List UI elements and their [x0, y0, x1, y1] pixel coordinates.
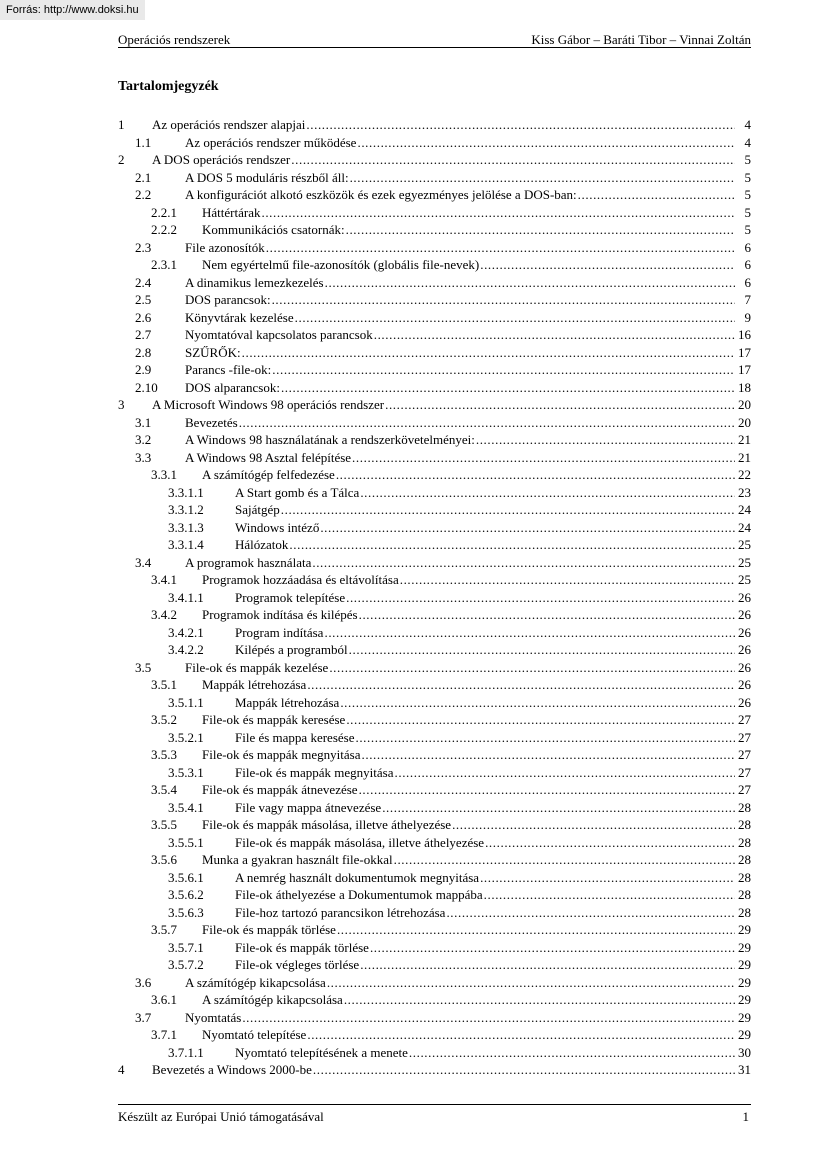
- toc-leader-dots: [340, 694, 735, 712]
- toc-leader-dots: [476, 431, 735, 449]
- toc-leader-dots: [281, 501, 735, 519]
- toc-entry-number: 3.5.5.1: [168, 834, 204, 850]
- toc-entry-title: File azonosítók: [185, 239, 265, 255]
- toc-entry[interactable]: [118, 746, 751, 764]
- toc-entry-number: 1: [118, 117, 125, 132]
- toc-entry[interactable]: [118, 256, 751, 274]
- toc-entry-page: 24: [738, 502, 751, 517]
- toc-entry[interactable]: [118, 239, 751, 257]
- toc-entry-page: 26: [738, 642, 751, 657]
- toc-entry-title: Parancs -file-ok:: [185, 362, 272, 377]
- toc-leader-dots: [337, 921, 735, 939]
- toc-entry-page: 7: [744, 292, 751, 307]
- toc-leader-dots: [485, 834, 735, 852]
- toc-entry[interactable]: [118, 869, 751, 887]
- toc-entry-page: 22: [738, 467, 751, 482]
- toc-entry-page: 20: [738, 397, 751, 412]
- toc-entry[interactable]: [118, 729, 751, 747]
- toc-entry-page: 5: [744, 187, 751, 202]
- toc-leader-dots: [480, 256, 735, 274]
- toc-entry-number: 3.4.2: [151, 607, 177, 622]
- toc-entry-title: File-ok és mappák átnevezése: [202, 782, 358, 797]
- toc-leader-dots: [346, 589, 735, 607]
- toc-entry[interactable]: [118, 606, 751, 624]
- toc-entry[interactable]: [118, 641, 751, 659]
- toc-entry-title: Programok indítása és kilépés: [202, 607, 358, 622]
- footer-note: Készült az Európai Unió támogatásával: [118, 1109, 324, 1124]
- toc-entry-title: Bevezetés: [185, 414, 238, 430]
- toc-leader-dots: [374, 326, 735, 344]
- toc-entry-title: Az operációs rendszer működése: [185, 134, 357, 150]
- toc-entry-page: 28: [738, 834, 751, 850]
- toc-entry-number: 4: [118, 1062, 125, 1077]
- toc-entry-number: 3.5.7: [151, 922, 177, 937]
- toc-entry[interactable]: [118, 186, 751, 204]
- toc-leader-dots: [349, 641, 735, 659]
- toc-entry-page: 4: [744, 117, 751, 132]
- toc-entry[interactable]: [118, 904, 751, 922]
- toc-entry[interactable]: [118, 694, 751, 712]
- toc-entry-number: 3.3: [135, 449, 152, 465]
- toc-leader-dots: [452, 816, 735, 834]
- toc-entry-title: File-ok és mappák törlése: [235, 939, 369, 955]
- toc-entry-number: 3.5.6.1: [168, 869, 204, 885]
- toc-entry-page: 20: [738, 414, 751, 430]
- toc-entry-page: 26: [738, 607, 751, 622]
- toc-entry-title: Munka a gyakran használt file-okkal: [202, 852, 393, 867]
- toc-entry-page: 23: [738, 484, 751, 500]
- toc-entry-number: 3.7: [135, 1009, 152, 1025]
- toc-entry-title: File-ok áthelyezése a Dokumentumok mappába: [235, 887, 483, 902]
- toc-entry[interactable]: [118, 414, 751, 432]
- toc-entry-page: 29: [738, 939, 751, 955]
- toc-leader-dots: [261, 204, 735, 222]
- toc-entry-number: 3.3.1.3: [168, 519, 204, 535]
- toc-leader-dots: [307, 676, 735, 694]
- toc-leader-dots: [281, 379, 735, 397]
- toc-leader-dots: [480, 869, 735, 887]
- toc-entry[interactable]: [118, 1044, 751, 1062]
- toc-entry-page: 27: [738, 764, 751, 780]
- toc-leader-dots: [306, 116, 735, 134]
- toc-leader-dots: [395, 764, 736, 782]
- toc-entry-number: 3.3.1: [151, 467, 177, 482]
- toc-entry[interactable]: [118, 1061, 751, 1079]
- toc-entry-number: 2.2: [135, 187, 152, 202]
- toc-entry[interactable]: [118, 676, 751, 694]
- toc-entry-page: 18: [738, 379, 751, 395]
- toc-entry-number: 3.5.6: [151, 852, 177, 867]
- toc-leader-dots: [289, 536, 735, 554]
- toc-entry[interactable]: [118, 291, 751, 309]
- toc-entry[interactable]: [118, 169, 751, 187]
- toc-entry-title: File-ok és mappák másolása, illetve áthelyezése: [235, 834, 485, 850]
- toc-entry-page: 28: [738, 799, 751, 815]
- toc-leader-dots: [266, 239, 735, 257]
- toc-entry-number: 3.5.1.1: [168, 694, 204, 710]
- toc-entry-page: 28: [738, 887, 751, 902]
- toc-entry-title: A Windows 98 használatának a rendszerkövetelményei:: [185, 432, 475, 447]
- toc-entry-number: 3.5.2.1: [168, 729, 204, 745]
- toc-entry-title: A Microsoft Windows 98 operációs rendszer: [152, 397, 385, 412]
- toc-entry-number: 3.5.3: [151, 747, 177, 762]
- toc-entry-title: Mappák létrehozása: [202, 677, 307, 692]
- toc-leader-dots: [446, 904, 735, 922]
- toc-entry-page: 29: [738, 974, 751, 990]
- toc-entry-number: 2: [118, 152, 125, 167]
- toc-leader-dots: [242, 1009, 735, 1027]
- toc-entry-page: 28: [738, 904, 751, 920]
- toc-entry-number: 2.10: [135, 379, 158, 395]
- toc-leader-dots: [313, 1061, 735, 1079]
- toc-entry[interactable]: [118, 624, 751, 642]
- toc-entry[interactable]: [118, 1026, 751, 1044]
- toc-entry-page: 25: [738, 572, 751, 587]
- toc-leader-dots: [400, 571, 735, 589]
- toc-entry[interactable]: [118, 886, 751, 904]
- toc-entry-number: 2.7: [135, 327, 152, 342]
- toc-leader-dots: [346, 711, 735, 729]
- toc-entry-page: 5: [744, 204, 751, 220]
- toc-entry-page: 27: [738, 782, 751, 797]
- toc-entry[interactable]: [118, 484, 751, 502]
- toc-entry[interactable]: [118, 326, 751, 344]
- toc-leader-dots: [409, 1044, 735, 1062]
- toc-entry-number: 3.2: [135, 432, 152, 447]
- toc-entry-page: 4: [744, 134, 751, 150]
- toc-entry-title: Nyomtatás: [185, 1009, 242, 1025]
- toc-entry-page: 6: [744, 257, 751, 272]
- toc-entry-number: 3.3.1.1: [168, 484, 204, 500]
- toc-entry-number: 3.4.2.1: [168, 624, 204, 640]
- toc-entry-number: 3.5.1: [151, 677, 177, 692]
- toc-entry-page: 26: [738, 694, 751, 710]
- toc-entry-title: A számítógép kikapcsolása: [202, 992, 343, 1007]
- toc-entry-title: File-ok és mappák megnyitása: [235, 764, 394, 780]
- toc-entry-page: 30: [738, 1044, 751, 1060]
- toc-entry-number: 3.3.1.4: [168, 537, 204, 552]
- toc-leader-dots: [295, 309, 735, 327]
- toc-entry-title: File-ok és mappák keresése: [202, 712, 346, 727]
- toc-entry-page: 28: [738, 817, 751, 832]
- toc-entry[interactable]: [118, 151, 751, 169]
- toc-entry[interactable]: [118, 519, 751, 537]
- toc-entry-title: A számítógép kikapcsolása: [185, 974, 326, 990]
- toc-entry-number: 3.7.1.1: [168, 1044, 204, 1060]
- toc-entry-title: File-hoz tartozó parancsikon létrehozása: [235, 904, 446, 920]
- toc-entry-title: A programok használata: [185, 554, 312, 570]
- toc-leader-dots: [307, 1026, 735, 1044]
- toc-leader-dots: [360, 956, 735, 974]
- toc-entry-number: 2.1: [135, 169, 152, 185]
- toc-entry-number: 3.5.4.1: [168, 799, 204, 815]
- toc-leader-dots: [336, 466, 735, 484]
- toc-entry-page: 27: [738, 747, 751, 762]
- toc-entry-title: Bevezetés a Windows 2000-be: [152, 1062, 312, 1077]
- toc-entry-title: Program indítása: [235, 624, 324, 640]
- toc-entry-number: 3.5.3.1: [168, 764, 204, 780]
- toc-entry-title: File és mappa keresése: [235, 729, 355, 745]
- toc-entry-title: File-ok és mappák kezelése: [185, 659, 329, 675]
- toc-entry-number: 3.5.7.2: [168, 957, 204, 972]
- toc-entry[interactable]: [118, 554, 751, 572]
- toc-entry-title: File vagy mappa átnevezése: [235, 799, 382, 815]
- toc-entry-title: A konfigurációt alkotó eszközök és ezek egyezményes jelölése a DOS-ban:: [185, 187, 577, 202]
- toc-leader-dots: [355, 729, 735, 747]
- toc-entry-page: 25: [738, 537, 751, 552]
- toc-leader-dots: [484, 886, 735, 904]
- toc-entry-number: 2.6: [135, 309, 152, 325]
- toc-entry-title: Nem egyértelmű file-azonosítók (globális file-nevek): [202, 257, 480, 272]
- toc-entry-number: 3.5.5: [151, 817, 177, 832]
- toc-entry[interactable]: [118, 449, 751, 467]
- toc-entry-page: 27: [738, 729, 751, 745]
- toc-leader-dots: [385, 396, 735, 414]
- toc-entry[interactable]: [118, 361, 751, 379]
- toc-entry[interactable]: [118, 116, 751, 134]
- toc-entry-number: 3: [118, 397, 125, 412]
- toc-entry-page: 26: [738, 589, 751, 605]
- toc-entry[interactable]: [118, 274, 751, 292]
- toc-entry-title: Nyomtató telepítésének a menete: [235, 1044, 408, 1060]
- toc-entry[interactable]: [118, 379, 751, 397]
- header-course-title: Operációs rendszerek: [118, 32, 231, 47]
- toc-entry-title: Az operációs rendszer alapjai: [152, 117, 306, 132]
- toc-entry-number: 2.2.1: [151, 204, 177, 220]
- toc-entry-page: 5: [744, 169, 751, 185]
- toc-entry-title: A számítógép felfedezése: [202, 467, 335, 482]
- toc-leader-dots: [320, 519, 735, 537]
- toc-entry[interactable]: [118, 1009, 751, 1027]
- toc-leader-dots: [350, 169, 735, 187]
- toc-entry[interactable]: [118, 309, 751, 327]
- toc-entry[interactable]: [118, 466, 751, 484]
- running-header: [118, 33, 751, 48]
- toc-entry-title: DOS parancsok:: [185, 292, 271, 307]
- running-footer: [118, 1104, 751, 1125]
- toc-entry-number: 2.8: [135, 344, 152, 360]
- source-label: Forrás: http://www.doksi.hu: [0, 0, 145, 20]
- toc-entry[interactable]: [118, 536, 751, 554]
- toc-entry-title: Sajátgép: [235, 502, 280, 517]
- toc-entry-number: 3.7.1: [151, 1027, 177, 1042]
- toc-entry-page: 5: [744, 222, 751, 237]
- toc-entry-title: Nyomtató telepítése: [202, 1027, 307, 1042]
- toc-entry-number: 3.5.4: [151, 782, 177, 797]
- toc-entry-title: Windows intéző: [235, 519, 320, 535]
- toc-entry[interactable]: [118, 851, 751, 869]
- toc-entry-page: 26: [738, 624, 751, 640]
- header-authors: Kiss Gábor – Baráti Tibor – Vinnai Zoltán: [531, 32, 751, 47]
- toc-entry-title: Programok telepítése: [235, 589, 346, 605]
- toc-entry-page: 31: [738, 1062, 751, 1077]
- toc-leader-dots: [360, 484, 735, 502]
- toc-leader-dots: [242, 344, 735, 362]
- toc-entry-title: File-ok és mappák törlése: [202, 922, 336, 937]
- toc-entry-number: 2.3: [135, 239, 152, 255]
- toc-entry[interactable]: [118, 204, 751, 222]
- toc-leader-dots: [359, 606, 735, 624]
- toc-entry-number: 3.5: [135, 659, 152, 675]
- toc-entry[interactable]: [118, 799, 751, 817]
- toc-entry-title: A Windows 98 Asztal felépítése: [185, 449, 352, 465]
- toc-entry-page: 21: [738, 432, 751, 447]
- toc-entry-page: 9: [744, 309, 751, 325]
- toc-leader-dots: [359, 781, 735, 799]
- toc-entry[interactable]: [118, 431, 751, 449]
- toc-entry-number: 3.5.6.3: [168, 904, 204, 920]
- toc-leader-dots: [578, 186, 735, 204]
- toc-entry-page: 28: [738, 852, 751, 867]
- toc-entry-title: DOS alparancsok:: [185, 379, 280, 395]
- toc-entry-title: SZŰRŐK:: [185, 344, 241, 360]
- toc-entry[interactable]: [118, 816, 751, 834]
- toc-entry-number: 3.3.1.2: [168, 502, 204, 517]
- toc-leader-dots: [352, 449, 735, 467]
- toc-entry[interactable]: [118, 659, 751, 677]
- toc-entry[interactable]: [118, 344, 751, 362]
- toc-entry-number: 3.4.1.1: [168, 589, 204, 605]
- toc-leader-dots: [325, 274, 735, 292]
- toc-leader-dots: [329, 659, 735, 677]
- toc-entry[interactable]: [118, 501, 751, 519]
- toc-entry-title: Kommunikációs csatornák:: [202, 222, 345, 237]
- toc-entry-page: 29: [738, 922, 751, 937]
- toc-entry-page: 25: [738, 554, 751, 570]
- toc-entry-page: 6: [744, 239, 751, 255]
- footer-page-number: 1: [742, 1109, 749, 1124]
- toc-entry-number: 2.4: [135, 274, 152, 290]
- toc-entry-page: 21: [738, 449, 751, 465]
- toc-entry-title: A dinamikus lemezkezelés: [185, 274, 324, 290]
- toc-entry-page: 27: [738, 712, 751, 727]
- toc-entry[interactable]: [118, 396, 751, 414]
- toc-leader-dots: [357, 134, 735, 152]
- toc-leader-dots: [239, 414, 735, 432]
- toc-entry-page: 5: [744, 152, 751, 167]
- toc-entry[interactable]: [118, 711, 751, 729]
- toc-entry-number: 2.9: [135, 362, 152, 377]
- toc-entry-number: 1.1: [135, 134, 152, 150]
- toc-leader-dots: [382, 799, 735, 817]
- toc-leader-dots: [272, 361, 735, 379]
- toc-entry[interactable]: [118, 781, 751, 799]
- toc-entry-number: 3.5.2: [151, 712, 177, 727]
- toc-entry-number: 3.4.1: [151, 572, 177, 587]
- toc-entry[interactable]: [118, 834, 751, 852]
- toc-leader-dots: [344, 991, 735, 1009]
- toc-entry-page: 26: [738, 659, 751, 675]
- toc-entry[interactable]: [118, 956, 751, 974]
- toc-entry[interactable]: [118, 921, 751, 939]
- toc-leader-dots: [370, 939, 735, 957]
- toc-leader-dots: [272, 291, 735, 309]
- toc-entry-page: 17: [738, 344, 751, 360]
- toc-entry-page: 17: [738, 362, 751, 377]
- toc-entry-number: 3.4.2.2: [168, 642, 204, 657]
- toc-entry[interactable]: [118, 589, 751, 607]
- toc-leader-dots: [362, 746, 736, 764]
- toc-entry-title: A DOS 5 moduláris részből áll:: [185, 169, 349, 185]
- toc-entry-page: 29: [738, 1009, 751, 1025]
- toc-entry-page: 29: [738, 992, 751, 1007]
- toc-entry-number: 3.1: [135, 414, 152, 430]
- toc-entry-number: 2.3.1: [151, 257, 177, 272]
- toc-entry-title: Háttértárak: [202, 204, 261, 220]
- toc-entry-number: 2.5: [135, 292, 152, 307]
- toc-entry-title: File-ok és mappák megnyitása: [202, 747, 361, 762]
- toc-entry-page: 26: [738, 677, 751, 692]
- toc-entry-number: 3.6.1: [151, 992, 177, 1007]
- toc-entry-title: A DOS operációs rendszer: [152, 152, 291, 167]
- toc-entry-page: 24: [738, 519, 751, 535]
- toc-leader-dots: [312, 554, 735, 572]
- page-title: Tartalomjegyzék: [118, 79, 219, 94]
- toc-entry-title: Könyvtárak kezelése: [185, 309, 294, 325]
- toc-entry[interactable]: [118, 939, 751, 957]
- toc-leader-dots: [346, 221, 735, 239]
- toc-entry[interactable]: [118, 991, 751, 1009]
- toc-entry-title: Programok hozzáadása és eltávolítása: [202, 572, 399, 587]
- toc-entry-page: 16: [738, 327, 751, 342]
- toc-entry-number: 3.6: [135, 974, 152, 990]
- toc-entry-number: 3.4: [135, 554, 152, 570]
- toc-entry-page: 28: [738, 869, 751, 885]
- toc-entry-title: Nyomtatóval kapcsolatos parancsok: [185, 327, 373, 342]
- toc-entry-title: Mappák létrehozása: [235, 694, 340, 710]
- toc-entry-title: Hálózatok: [235, 537, 289, 552]
- toc-entry-number: 3.5.6.2: [168, 887, 204, 902]
- toc-leader-dots: [291, 151, 735, 169]
- toc-entry[interactable]: [118, 974, 751, 992]
- toc-entry-title: File-ok végleges törlése: [235, 957, 360, 972]
- toc-entry-page: 29: [738, 957, 751, 972]
- table-of-contents: [118, 116, 751, 1079]
- toc-entry-number: 2.2.2: [151, 222, 177, 237]
- toc-entry[interactable]: [118, 134, 751, 152]
- toc-leader-dots: [324, 624, 735, 642]
- toc-entry-title: A Start gomb és a Tálca: [235, 484, 360, 500]
- toc-entry[interactable]: [118, 571, 751, 589]
- toc-entry-page: 6: [744, 274, 751, 290]
- toc-entry-title: Kilépés a programból: [235, 642, 348, 657]
- toc-entry-page: 29: [738, 1027, 751, 1042]
- toc-entry[interactable]: [118, 221, 751, 239]
- toc-leader-dots: [394, 851, 735, 869]
- toc-leader-dots: [327, 974, 735, 992]
- toc-entry-title: File-ok és mappák másolása, illetve áthelyezése: [202, 817, 452, 832]
- toc-entry-number: 3.5.7.1: [168, 939, 204, 955]
- toc-entry-title: A nemrég használt dokumentumok megnyitása: [235, 869, 480, 885]
- toc-entry[interactable]: [118, 764, 751, 782]
